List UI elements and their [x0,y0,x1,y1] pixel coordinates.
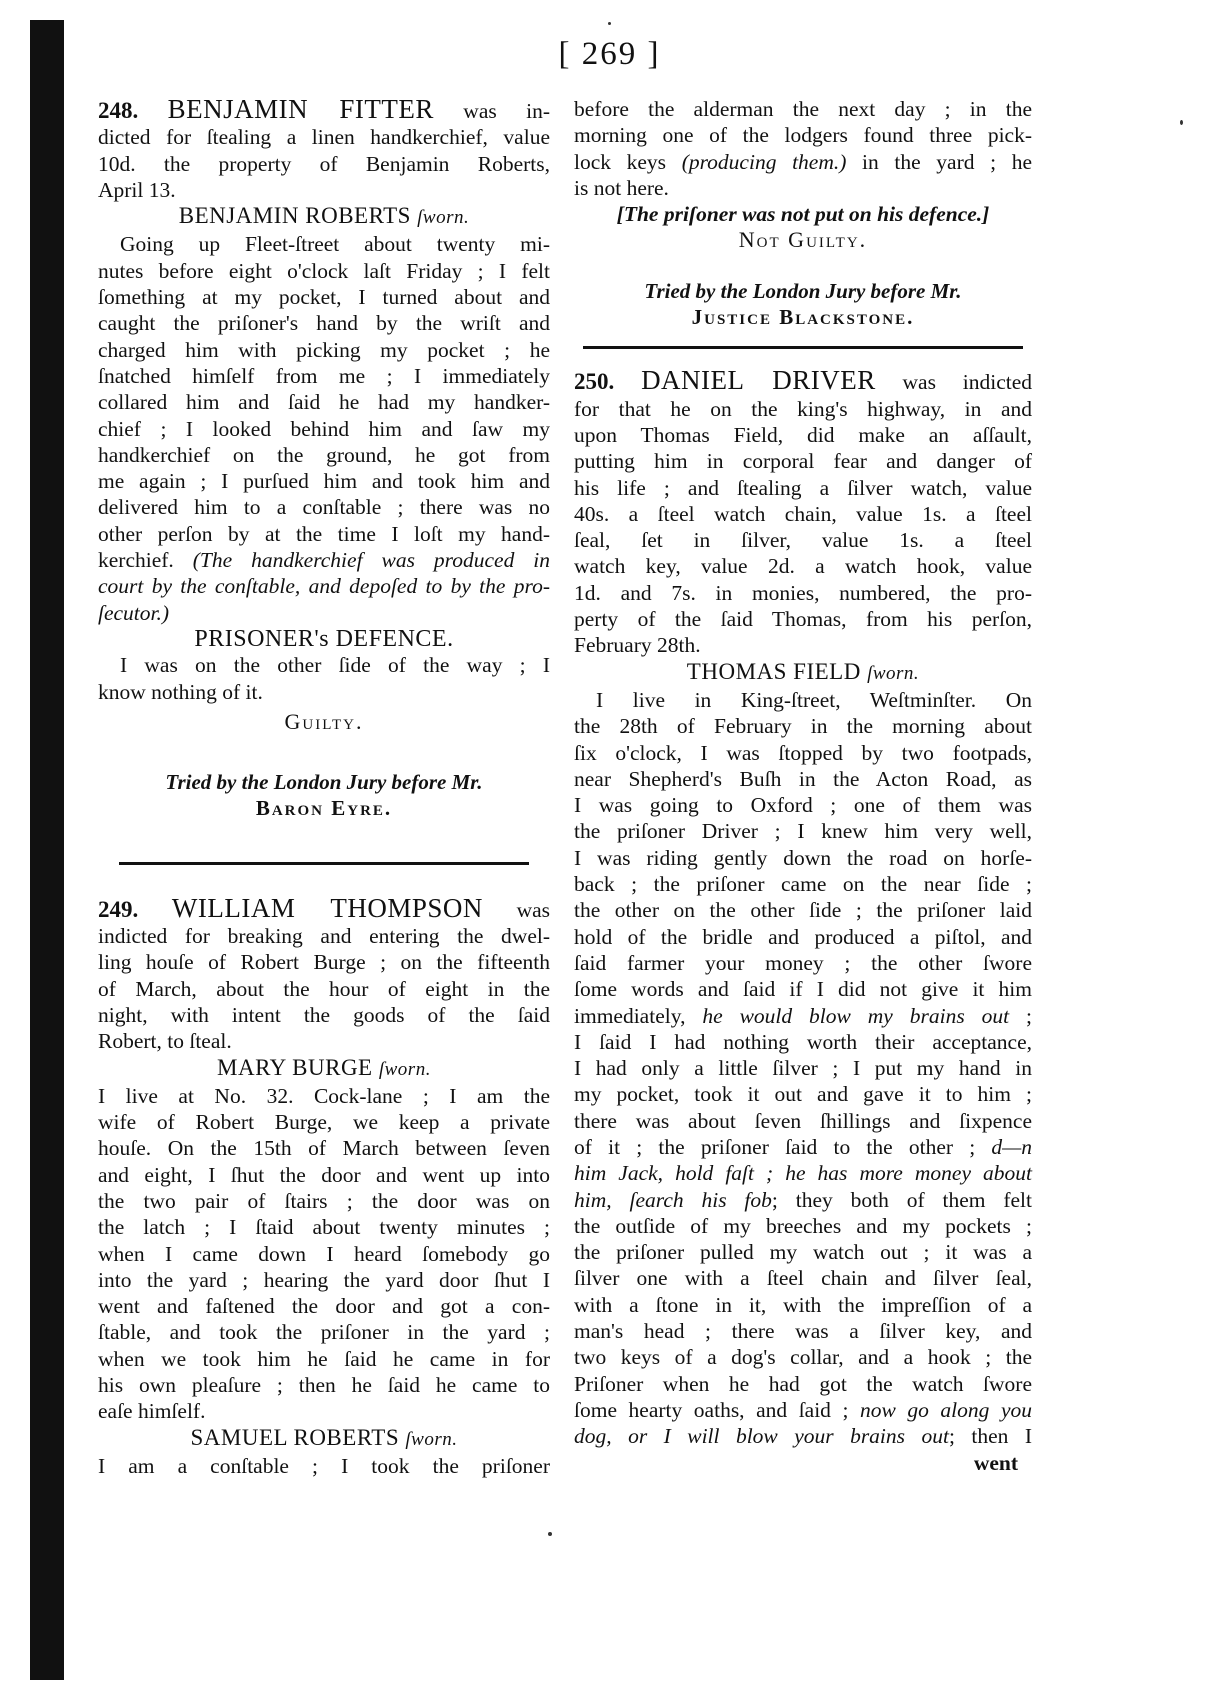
testimony-line: when I came down I heard ſomebody go [98,1241,550,1266]
case-250-number: 250. [574,369,615,395]
case-250-line: for that he on the king's highway, in and [574,396,1032,421]
testimony-fragment: ; [1026,1003,1033,1028]
quoted-speech: dog, or I will blow your brains out [574,1424,949,1449]
testimony-line: I live in King-ſtreet, Weſtminſter. On [596,687,1032,712]
court-note: (producing them.) [681,149,847,174]
court-note-line: court by the conſtable, and depoſed to by the pro- [98,574,550,599]
testimony-line: ſtable, and took the priſoner in the yard ; [98,1320,550,1345]
testimony-line: I had only a little ſilver ; I put my hand in [574,1056,1032,1081]
testimony-line: me again ; I purſued him and took him and [98,469,550,494]
quoted-speech-line: him Jack, hold faſt ; he has more money about [574,1161,1032,1186]
case-250-line: 1d. and 7s. in monies, numbered, the pro- [574,580,1032,605]
case-249-line: of March, about the hour of eight in the [98,976,550,1001]
testimony-line: Priſoner when he had got the watch ſwore [574,1371,1032,1396]
quoted-speech: now go along you [860,1397,1032,1422]
testimony-line: I was riding gently down the road on horſe- [574,845,1032,870]
case-248-line: 10d. the property of Benjamin Roberts, [98,151,550,176]
case-250-line: upon Thomas Field, did make an aſſault, [574,422,1032,447]
case-249-line-1-rest: was [516,897,551,922]
witness-name: SAMUEL ROBERTS [190,1424,400,1450]
case-250-line-1-rest: was indicted [902,370,1033,395]
testimony-fragment: ; they both of them felt [771,1187,1032,1212]
testimony-line: handkerchief on the ground, he got from [98,442,550,467]
testimony-line: wife of Robert Burge, we keep a private [98,1110,550,1135]
testimony-line: my pocket, took it out and gave it to him ; [574,1082,1032,1107]
quoted-speech: d—n [991,1134,1032,1159]
testimony-fragment: of it ; the priſoner ſaid to the other ; [574,1134,976,1159]
testimony-line: ſnatched himſelf from me ; I immediately [98,363,550,388]
testimony-line: houſe. On the 15th of March between ſeven [98,1136,550,1161]
verdict: Guilty. [284,708,364,734]
witness-heading [98,203,550,231]
case-250-defendant: DANIEL DRIVER [641,365,876,396]
testimony-line: ſix o'clock, I was ſtopped by two footpads, [574,740,1032,765]
catchword: went [973,1450,1018,1475]
testimony-line: ſome words and ſaid if I did not give it him [574,977,1032,1002]
witness-name: MARY BURGE [217,1054,373,1080]
testimony-line [574,1003,1032,1029]
sworn-label: ſworn. [378,1058,431,1080]
testimony-line: there was about ſeven ſhillings and ſixpence [574,1108,1032,1133]
case-248-line: dicted for ſtealing a linen handkerchief, value [98,125,550,150]
testimony-line: is not here. [574,175,669,200]
section-divider [583,346,1023,349]
testimony-line: the other on the other ſide ; the priſoner laid [574,898,1032,923]
judge-name: Justice Blackstone. [691,305,915,330]
case-249-defendant: WILLIAM THOMPSON [171,892,483,923]
testimony-line: delivered him to a conſtable ; there was no [98,495,550,520]
testimony-line: chief ; I looked behind him and ſaw my [98,416,550,441]
testimony-line: ſilver one with a ſteel chain and ſilver ſeal, [574,1266,1032,1291]
testimony-line: ſaid farmer your money ; the other ſwore [574,950,1032,975]
testimony-line [574,1187,1032,1213]
judge-name: Baron Eyre. [255,796,393,821]
testimony-line: the 28th of February in the morning about [574,714,1032,739]
testimony-line: his own pleaſure ; then he ſaid he came to [98,1373,550,1398]
scan-speck [608,22,611,25]
section-divider [119,862,529,865]
witness-heading [574,659,1032,687]
case-250-line: February 28th. [574,633,701,658]
testimony-line: and eight, I ſhut the door and went up into [98,1162,550,1187]
case-250-line: ſeal, ſet in ſilver, value 1s. a ſteel [574,528,1032,553]
testimony-line: morning one of the lodgers found three pick- [574,123,1032,148]
sworn-label: ſworn. [405,1428,458,1450]
testimony-fragment: lock keys [574,149,667,174]
testimony-line: the priſoner Driver ; I knew him very well, [574,819,1032,844]
testimony-fragment: immediately, [574,1003,686,1028]
witness-heading [98,1425,550,1453]
left-column [98,96,550,1479]
testimony-line: caught the priſoner's hand by the wriſt and [98,311,550,336]
quoted-threat: he would blow my brains out [702,1003,1010,1028]
testimony-line: ſomething at my pocket, I turned about and [98,285,550,310]
testimony-fragment: in the yard ; he [862,149,1033,174]
testimony-line: I was going to Oxford ; one of them was [574,793,1032,818]
testimony-line: charged him with picking my pocket ; he [98,337,550,362]
testimony-line: before the alderman the next day ; in the [574,97,1032,121]
case-250-line: putting him in corporal fear and danger of [574,449,1032,474]
testimony-line: the two pair of ſtairs ; the door was on [98,1188,550,1213]
case-248-heading [98,96,550,124]
testimony-line [574,1397,1032,1423]
case-248-number: 248. [98,98,139,123]
testimony-line: the latch ; I ſtaid about twenty minutes ; [98,1215,550,1240]
witness-name: THOMAS FIELD [686,658,861,684]
testimony-line: two keys of a dog's collar, and a hook ; the [574,1345,1032,1370]
testimony-line: I live at No. 32. Cock-lane ; I am the [98,1083,550,1108]
case-249-line: ling houſe of Robert Burge ; on the fifteenth [98,950,550,975]
testimony-line: other perſon by at the time I loſt my hand- [98,521,550,546]
quoted-speech: him, ſearch his fob [574,1187,772,1212]
defence-line: I was on the other ſide of the way ; I [120,653,550,678]
testimony-line: I ſaid I had nothing worth their acceptance, [574,1029,1032,1054]
testimony-line: when we took him he ſaid he came in for [98,1346,550,1371]
testimony-fragment: kerchief. [98,548,174,573]
scan-speck [548,1532,552,1536]
testimony-line: I am a conſtable ; I took the priſoner [98,1453,550,1478]
not-put-on-defence-note: [The priſoner was not put on his defence.] [616,202,990,227]
trial-note: Tried by the London Jury before Mr. [165,770,483,795]
testimony-line [574,149,1032,175]
testimony-fragment: ; then I [948,1424,1032,1449]
defence-line: know nothing of it. [98,679,263,704]
testimony-line [574,1134,1032,1160]
testimony-line: near Shepherd's Buſh in the Acton Road, as [574,766,1032,791]
book-spine-shadow [30,20,64,1680]
case-249-line: Robert, to ſteal. [98,1029,232,1054]
verdict: Not Guilty. [738,227,868,253]
testimony-line: nutes before eight o'clock laſt Friday ; I felt [98,258,550,283]
scan-speck [1180,120,1183,125]
right-column [574,96,1032,1476]
testimony-line: collared him and ſaid he had my handker- [98,390,550,415]
case-250-line: 40s. a ſteel watch chain, value 1s. a ſteel [574,501,1032,526]
sworn-label: ſworn. [417,207,470,229]
court-note: (The handkerchief was produced in [192,548,550,573]
case-250-line: watch key, value 2d. a watch hook, value [574,554,1032,579]
testimony-line: Going up Fleet-ſtreet about twenty mi- [120,232,550,257]
case-248-line: April 13. [98,177,176,202]
case-250-line: his life ; and ſtealing a ſilver watch, value [574,475,1032,500]
testimony-line [98,547,550,573]
defence-heading: PRISONER's DEFENCE. [194,625,454,652]
case-249-number: 249. [98,896,139,922]
testimony-fragment: ſome hearty oaths, and ſaid ; [574,1397,849,1422]
testimony-line: the priſoner pulled my watch out ; it was a [574,1240,1032,1265]
trial-note: Tried by the London Jury before Mr. [644,278,962,303]
case-249-heading [98,892,551,923]
witness-heading [98,1055,550,1083]
testimony-line: back ; the priſoner came on the near ſide ; [574,872,1032,897]
testimony-line: the outſide of my breeches and my pockets ; [574,1213,1032,1238]
case-248-line-1-rest: was in- [463,99,551,123]
testimony-line: eaſe himſelf. [98,1399,206,1424]
court-note-line: ſecutor.) [98,600,170,625]
case-249-line: indicted for breaking and entering the dwel- [98,924,550,949]
testimony-line: into the yard ; hearing the yard door ſhut I [98,1267,550,1292]
page-number: [ 269 ] [558,36,661,72]
witness-name: BENJAMIN ROBERTS [178,203,411,229]
testimony-line: hold of the bridle and produced a piſtol, and [574,924,1032,949]
sworn-label: ſworn. [867,662,920,684]
testimony-line: man's head ; there was a ſilver key, and [574,1319,1032,1344]
case-250-heading [574,367,1032,395]
testimony-line: went and faſtened the door and got a con- [98,1294,550,1319]
case-248-defendant: BENJAMIN FITTER [167,94,434,124]
testimony-line: with a ſtone in it, with the impreſſion of a [574,1292,1032,1317]
case-249-line: night, with intent the goods of the ſaid [98,1002,550,1027]
testimony-line [574,1423,1032,1449]
case-250-line: perty of the ſaid Thomas, from his perſon, [574,607,1032,632]
